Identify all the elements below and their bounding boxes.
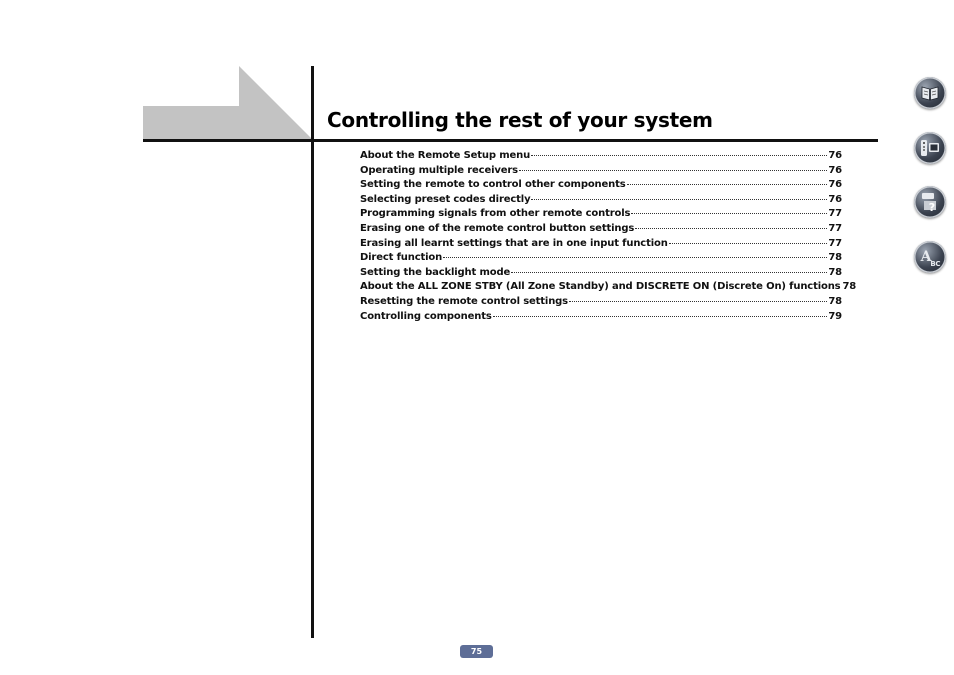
book-icon[interactable]: [914, 77, 946, 109]
toc-leader: [631, 213, 827, 214]
toc-entry[interactable]: [360, 267, 842, 282]
toc-leader: [569, 301, 827, 302]
title-underline: [311, 139, 878, 142]
toc-label: About the ALL ZONE STBY (All Zone Standby) and DISCRETE ON (Discrete On) functions: [360, 281, 841, 293]
toc-entry[interactable]: [360, 179, 842, 194]
toc-label: Operating multiple receivers: [360, 164, 518, 176]
toc-entry[interactable]: [360, 223, 842, 238]
toc-leader: [511, 272, 827, 273]
toc-label: Programming signals from other remote controls: [360, 208, 631, 220]
toc-label: Resetting the remote control settings: [360, 295, 568, 307]
svg-text:A: A: [920, 249, 932, 265]
toc-page-number: 77: [828, 237, 842, 249]
abc-icon[interactable]: [914, 241, 946, 273]
toc-page-number: 78: [828, 266, 842, 278]
chapter-tab-arrow: [143, 66, 313, 140]
svg-text:B: B: [930, 260, 936, 268]
toc-leader: [493, 316, 828, 317]
help-icon[interactable]: [914, 186, 946, 218]
page-number-badge: 75: [460, 645, 493, 658]
toc-leader: [627, 184, 828, 185]
toc-entry[interactable]: [360, 150, 842, 165]
toc-label: Controlling components: [360, 310, 492, 322]
toc-leader: [443, 257, 827, 258]
toc-label: Direct function: [360, 252, 443, 264]
toc-entry[interactable]: [360, 311, 842, 326]
toc-page-number: 78: [842, 281, 857, 293]
toc-page-number: 76: [828, 150, 842, 161]
toc-page-number: 76: [828, 164, 842, 176]
toc-label: About the Remote Setup menu: [360, 150, 531, 161]
toc-leader: [635, 228, 827, 229]
toc-entry[interactable]: [360, 252, 842, 267]
table-of-contents: [360, 150, 857, 325]
toc-page-number: 77: [828, 222, 842, 234]
toc-leader: [531, 155, 827, 156]
toc-leader: [519, 170, 827, 171]
remote-icon[interactable]: [914, 132, 946, 164]
toc-entry[interactable]: [360, 208, 842, 223]
toc-page-number: 78: [828, 295, 842, 307]
toc-entry[interactable]: [360, 296, 842, 311]
toc-page-number: 77: [828, 208, 842, 220]
toc-leader: [669, 243, 828, 244]
toc-page-number: 76: [828, 193, 842, 205]
toc-page-number: 76: [828, 179, 842, 191]
toc-entry[interactable]: [360, 281, 857, 296]
left-horizontal-rule: [143, 139, 314, 142]
toc-leader: [531, 199, 827, 200]
chapter-title: Controlling the rest of your system: [327, 108, 713, 132]
svg-text:C: C: [935, 260, 941, 268]
toc-page-number: 78: [828, 252, 842, 264]
toc-entry[interactable]: [360, 165, 842, 180]
toc-page-number: 79: [828, 310, 842, 322]
toc-label: Erasing one of the remote control button settings: [360, 222, 635, 234]
vertical-divider: [311, 66, 314, 638]
toc-label: Selecting preset codes directly: [360, 193, 531, 205]
toc-label: Setting the backlight mode: [360, 266, 511, 278]
toc-entry[interactable]: [360, 238, 842, 253]
toc-entry[interactable]: [360, 194, 842, 209]
toc-label: Setting the remote to control other components: [360, 179, 626, 191]
svg-text:?: ?: [928, 201, 936, 214]
toc-label: Erasing all learnt settings that are in one input function: [360, 237, 668, 249]
